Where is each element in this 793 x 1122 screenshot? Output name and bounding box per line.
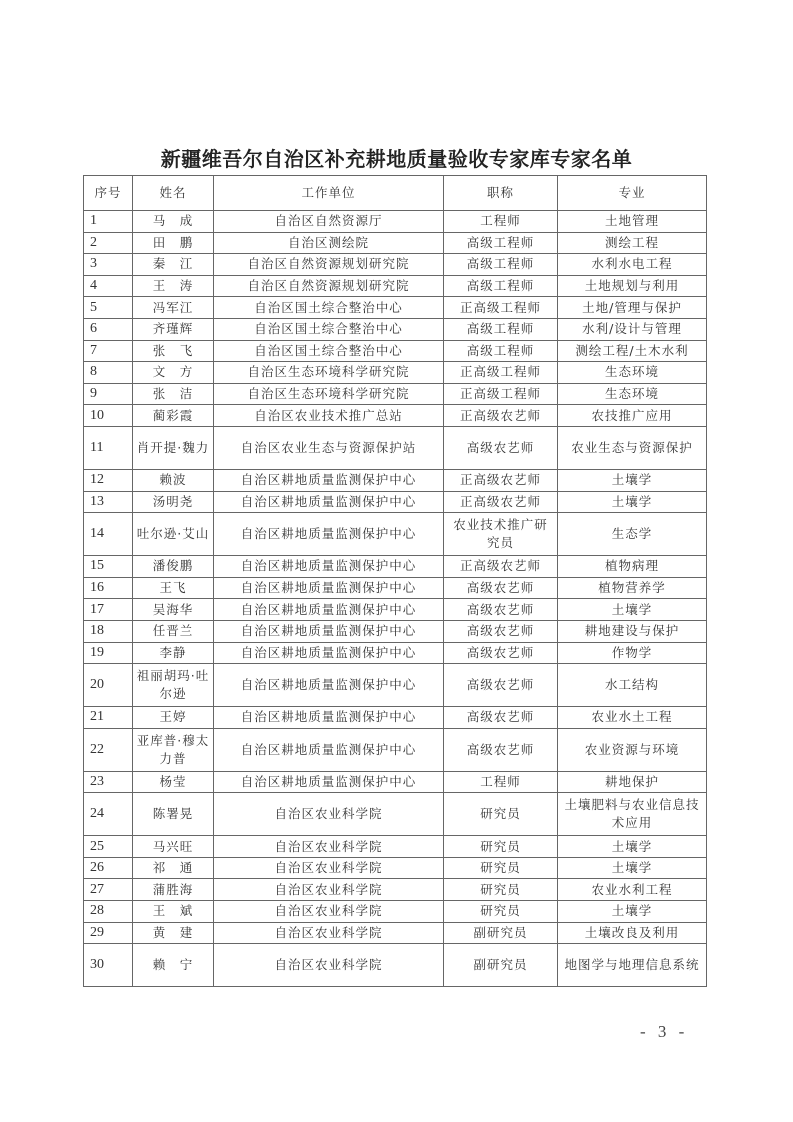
specialty: 土地/管理与保护 <box>558 297 707 319</box>
specialty: 水工结构 <box>558 664 707 707</box>
expert-name: 李静 <box>133 642 214 664</box>
work-unit: 自治区农业科学院 <box>214 944 444 987</box>
expert-name: 吐尔逊·艾山 <box>133 513 214 556</box>
work-unit: 自治区耕地质量监测保护中心 <box>214 577 444 599</box>
row-number: 8 <box>84 362 133 384</box>
expert-name: 黄 建 <box>133 922 214 944</box>
row-number: 3 <box>84 254 133 276</box>
table-row <box>84 340 707 362</box>
job-title: 正高级工程师 <box>444 383 558 405</box>
table-row <box>84 664 707 707</box>
row-number: 9 <box>84 383 133 405</box>
expert-name: 蒲胜海 <box>133 879 214 901</box>
work-unit: 自治区农业科学院 <box>214 836 444 858</box>
job-title: 工程师 <box>444 211 558 233</box>
table-row <box>84 232 707 254</box>
row-number: 19 <box>84 642 133 664</box>
specialty: 土壤学 <box>558 901 707 923</box>
row-number: 15 <box>84 556 133 578</box>
row-number: 27 <box>84 879 133 901</box>
expert-roster-table <box>83 175 707 987</box>
specialty: 土壤学 <box>558 599 707 621</box>
work-unit: 自治区耕地质量监测保护中心 <box>214 620 444 642</box>
row-number: 17 <box>84 599 133 621</box>
expert-name: 肖开提·魏力 <box>133 426 214 469</box>
job-title: 研究员 <box>444 879 558 901</box>
table-row <box>84 620 707 642</box>
work-unit: 自治区国土综合整治中心 <box>214 340 444 362</box>
table-row <box>84 211 707 233</box>
specialty: 耕地建设与保护 <box>558 620 707 642</box>
expert-name: 陈署晃 <box>133 793 214 836</box>
job-title: 正高级农艺师 <box>444 556 558 578</box>
row-number: 18 <box>84 620 133 642</box>
job-title: 副研究员 <box>444 944 558 987</box>
table-row <box>84 836 707 858</box>
specialty: 生态学 <box>558 513 707 556</box>
table-row <box>84 944 707 987</box>
job-title: 高级农艺师 <box>444 620 558 642</box>
table-row <box>84 642 707 664</box>
specialty: 耕地保护 <box>558 771 707 793</box>
work-unit: 自治区耕地质量监测保护中心 <box>214 513 444 556</box>
table-row <box>84 707 707 729</box>
row-number: 22 <box>84 728 133 771</box>
work-unit: 自治区耕地质量监测保护中心 <box>214 469 444 491</box>
table-row <box>84 577 707 599</box>
job-title: 高级工程师 <box>444 254 558 276</box>
row-number: 25 <box>84 836 133 858</box>
work-unit: 自治区自然资源规划研究院 <box>214 254 444 276</box>
work-unit: 自治区耕地质量监测保护中心 <box>214 664 444 707</box>
work-unit: 自治区农业科学院 <box>214 901 444 923</box>
header-unit: 工作单位 <box>214 176 444 211</box>
table-header-row <box>84 176 707 211</box>
job-title: 农业技术推广研究员 <box>444 513 558 556</box>
work-unit: 自治区国土综合整治中心 <box>214 297 444 319</box>
row-number: 1 <box>84 211 133 233</box>
specialty: 土地管理 <box>558 211 707 233</box>
specialty: 地图学与地理信息系统 <box>558 944 707 987</box>
document-title: 新疆维吾尔自治区补充耕地质量验收专家库专家名单 <box>160 147 633 171</box>
header-no: 序号 <box>84 176 133 211</box>
expert-name: 马兴旺 <box>133 836 214 858</box>
work-unit: 自治区农业科学院 <box>214 922 444 944</box>
row-number: 29 <box>84 922 133 944</box>
row-number: 11 <box>84 426 133 469</box>
expert-name: 王婷 <box>133 707 214 729</box>
specialty: 测绘工程 <box>558 232 707 254</box>
table-row <box>84 728 707 771</box>
expert-name: 王 斌 <box>133 901 214 923</box>
table-row <box>84 491 707 513</box>
job-title: 高级农艺师 <box>444 577 558 599</box>
work-unit: 自治区耕地质量监测保护中心 <box>214 642 444 664</box>
work-unit: 自治区自然资源厅 <box>214 211 444 233</box>
job-title: 副研究员 <box>444 922 558 944</box>
row-number: 12 <box>84 469 133 491</box>
expert-name: 杨莹 <box>133 771 214 793</box>
table-row <box>84 793 707 836</box>
specialty: 作物学 <box>558 642 707 664</box>
table-row <box>84 254 707 276</box>
row-number: 28 <box>84 901 133 923</box>
table-body <box>84 211 707 987</box>
table-row <box>84 513 707 556</box>
expert-name: 田 鹏 <box>133 232 214 254</box>
row-number: 6 <box>84 318 133 340</box>
job-title: 研究员 <box>444 793 558 836</box>
expert-name: 赖波 <box>133 469 214 491</box>
job-title: 正高级工程师 <box>444 362 558 384</box>
table-row <box>84 556 707 578</box>
table-row <box>84 362 707 384</box>
expert-name: 王 涛 <box>133 275 214 297</box>
row-number: 7 <box>84 340 133 362</box>
job-title: 工程师 <box>444 771 558 793</box>
expert-name: 文 方 <box>133 362 214 384</box>
row-number: 5 <box>84 297 133 319</box>
specialty: 农业水利工程 <box>558 879 707 901</box>
job-title: 研究员 <box>444 901 558 923</box>
job-title: 高级农艺师 <box>444 664 558 707</box>
specialty: 生态环境 <box>558 383 707 405</box>
specialty: 土地规划与利用 <box>558 275 707 297</box>
work-unit: 自治区耕地质量监测保护中心 <box>214 556 444 578</box>
table-row <box>84 469 707 491</box>
expert-name: 潘俊鹏 <box>133 556 214 578</box>
specialty: 农业水土工程 <box>558 707 707 729</box>
specialty: 农业资源与环境 <box>558 728 707 771</box>
job-title: 高级工程师 <box>444 275 558 297</box>
expert-name: 祁 通 <box>133 857 214 879</box>
work-unit: 自治区农业技术推广总站 <box>214 405 444 427</box>
row-number: 21 <box>84 707 133 729</box>
specialty: 生态环境 <box>558 362 707 384</box>
expert-name: 赖 宁 <box>133 944 214 987</box>
work-unit: 自治区耕地质量监测保护中心 <box>214 728 444 771</box>
table-row <box>84 857 707 879</box>
work-unit: 自治区耕地质量监测保护中心 <box>214 707 444 729</box>
job-title: 高级农艺师 <box>444 642 558 664</box>
job-title: 研究员 <box>444 836 558 858</box>
table-row <box>84 901 707 923</box>
row-number: 30 <box>84 944 133 987</box>
expert-name: 齐瑾辉 <box>133 318 214 340</box>
job-title: 高级工程师 <box>444 232 558 254</box>
header-title: 职称 <box>444 176 558 211</box>
row-number: 13 <box>84 491 133 513</box>
work-unit: 自治区自然资源规划研究院 <box>214 275 444 297</box>
work-unit: 自治区农业科学院 <box>214 793 444 836</box>
job-title: 高级农艺师 <box>444 426 558 469</box>
work-unit: 自治区测绘院 <box>214 232 444 254</box>
header-name: 姓名 <box>133 176 214 211</box>
specialty: 土壤肥料与农业信息技术应用 <box>558 793 707 836</box>
expert-name: 张 飞 <box>133 340 214 362</box>
expert-name: 祖丽胡玛·吐尔逊 <box>133 664 214 707</box>
expert-name: 张 洁 <box>133 383 214 405</box>
row-number: 2 <box>84 232 133 254</box>
work-unit: 自治区农业生态与资源保护站 <box>214 426 444 469</box>
expert-name: 汤明尧 <box>133 491 214 513</box>
specialty: 植物病理 <box>558 556 707 578</box>
job-title: 高级工程师 <box>444 340 558 362</box>
job-title: 高级农艺师 <box>444 728 558 771</box>
page-number: - 3 - <box>640 1022 689 1041</box>
row-number: 10 <box>84 405 133 427</box>
job-title: 高级农艺师 <box>444 599 558 621</box>
work-unit: 自治区生态环境科学研究院 <box>214 362 444 384</box>
specialty: 测绘工程/土木水利 <box>558 340 707 362</box>
expert-name: 亚库普·穆太力普 <box>133 728 214 771</box>
job-title: 正高级工程师 <box>444 297 558 319</box>
row-number: 26 <box>84 857 133 879</box>
expert-name: 秦 江 <box>133 254 214 276</box>
expert-name: 冯军江 <box>133 297 214 319</box>
work-unit: 自治区农业科学院 <box>214 857 444 879</box>
specialty: 水利/设计与管理 <box>558 318 707 340</box>
row-number: 4 <box>84 275 133 297</box>
row-number: 20 <box>84 664 133 707</box>
specialty: 农技推广应用 <box>558 405 707 427</box>
specialty: 农业生态与资源保护 <box>558 426 707 469</box>
row-number: 23 <box>84 771 133 793</box>
work-unit: 自治区国土综合整治中心 <box>214 318 444 340</box>
job-title: 正高级农艺师 <box>444 469 558 491</box>
work-unit: 自治区生态环境科学研究院 <box>214 383 444 405</box>
row-number: 14 <box>84 513 133 556</box>
job-title: 高级农艺师 <box>444 707 558 729</box>
table-row <box>84 318 707 340</box>
table-row <box>84 426 707 469</box>
table-row <box>84 297 707 319</box>
job-title: 正高级农艺师 <box>444 491 558 513</box>
job-title: 正高级农艺师 <box>444 405 558 427</box>
specialty: 土壤学 <box>558 491 707 513</box>
specialty: 植物营养学 <box>558 577 707 599</box>
table-row <box>84 275 707 297</box>
table-row <box>84 383 707 405</box>
job-title: 研究员 <box>444 857 558 879</box>
specialty: 土壤学 <box>558 857 707 879</box>
expert-name: 吴海华 <box>133 599 214 621</box>
table-row <box>84 405 707 427</box>
work-unit: 自治区耕地质量监测保护中心 <box>214 599 444 621</box>
header-major: 专业 <box>558 176 707 211</box>
expert-name: 任晋兰 <box>133 620 214 642</box>
expert-name: 马 成 <box>133 211 214 233</box>
specialty: 土壤学 <box>558 469 707 491</box>
work-unit: 自治区耕地质量监测保护中心 <box>214 771 444 793</box>
table-row <box>84 599 707 621</box>
row-number: 16 <box>84 577 133 599</box>
table-row <box>84 879 707 901</box>
row-number: 24 <box>84 793 133 836</box>
expert-name: 王飞 <box>133 577 214 599</box>
specialty: 水利水电工程 <box>558 254 707 276</box>
work-unit: 自治区耕地质量监测保护中心 <box>214 491 444 513</box>
expert-name: 蔺彩霞 <box>133 405 214 427</box>
specialty: 土壤改良及利用 <box>558 922 707 944</box>
work-unit: 自治区农业科学院 <box>214 879 444 901</box>
table-row <box>84 922 707 944</box>
specialty: 土壤学 <box>558 836 707 858</box>
job-title: 高级工程师 <box>444 318 558 340</box>
table-row <box>84 771 707 793</box>
